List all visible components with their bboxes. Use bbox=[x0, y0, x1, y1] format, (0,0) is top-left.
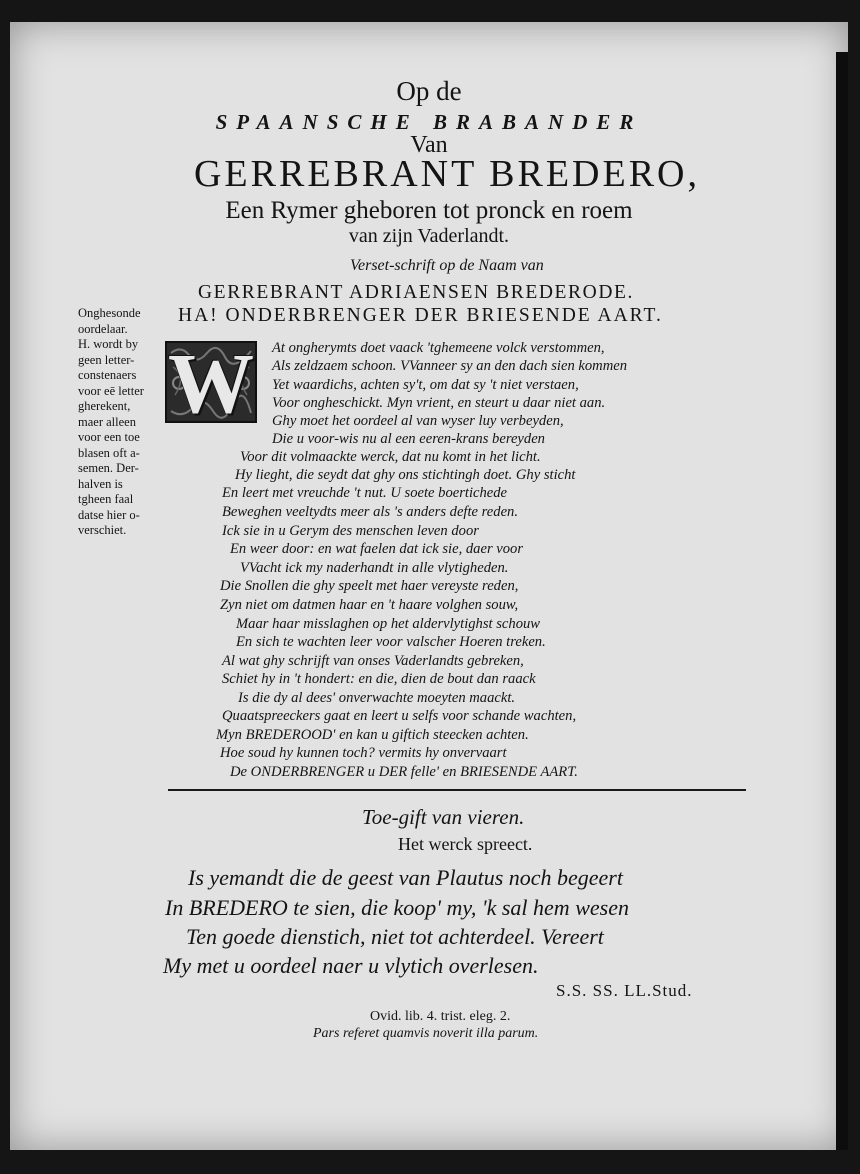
verse-title: Verset-schrift op de Naam van bbox=[350, 257, 544, 274]
poem-line: Schiet hy in 't hondert: en die, dien de bout dan raack bbox=[222, 671, 536, 687]
poem-line: Voor ongheschickt. Myn vrient, en steurt u daar niet aan. bbox=[272, 395, 606, 411]
margin-note-line: voor een toe bbox=[78, 430, 140, 444]
toegift-line-3: Ten goede dienstich, niet tot achterdeel. Vereert bbox=[186, 924, 604, 949]
margin-note-line: oordelaar. bbox=[78, 321, 128, 336]
poem-line: Myn BREDEROOD' en kan u giftich steecken achten. bbox=[216, 727, 529, 743]
verse-ha-line: HA! ONDERBRENGER DER BRIESENDE AART. bbox=[178, 305, 663, 326]
poem-line: Is die dy al dees' onverwachte moeyten maackt. bbox=[238, 690, 516, 706]
margin-note-line: tgheen faal bbox=[78, 492, 134, 506]
poem-line: En sich te wachten leer voor valscher Hoeren treken. bbox=[236, 634, 546, 650]
divider-rule bbox=[168, 789, 746, 791]
margin-note-line: halven is bbox=[78, 476, 123, 491]
decorated-initial bbox=[165, 341, 257, 423]
toegift-subtitle: Het werck spreect. bbox=[398, 834, 533, 854]
ovid-reference: Ovid. lib. 4. trist. eleg. 2. bbox=[370, 1009, 511, 1024]
poem-line: Beweghen veeltydts meer als 's anders defte reden. bbox=[222, 504, 518, 520]
toegift-title: Toe-gift van vieren. bbox=[362, 805, 525, 829]
margin-note-line: H. wordt by bbox=[78, 337, 139, 351]
initial-letter: W bbox=[168, 341, 254, 423]
poem-line: Als zeldzaem schoon. VVanneer sy an den dach sien kommen bbox=[272, 358, 628, 374]
margin-note-line: datse hier o- bbox=[78, 507, 140, 522]
poem-line: Zyn niet om datmen haar en 't haare volghen souw, bbox=[220, 597, 519, 613]
heading-subtitle-2: van zijn Vaderlandt. bbox=[348, 225, 510, 247]
toegift-line-4: My met u oordeel naer u vlytich overlesen. bbox=[163, 953, 539, 978]
margin-note-line: verschiet. bbox=[78, 523, 127, 537]
margin-note-line: geen letter- bbox=[78, 352, 135, 367]
margin-note bbox=[78, 306, 178, 539]
poem-line: Ghy moet het oordeel al van wyser luy verbeyden, bbox=[272, 413, 564, 429]
poem-line: Die u voor-wis nu al een eeren-krans bereyden bbox=[272, 431, 545, 447]
verse-fullname: GERREBRANT ADRIAENSEN BREDERODE. bbox=[198, 282, 634, 303]
poem-line: Ick sie in u Gerym des menschen leven door bbox=[222, 523, 479, 539]
margin-note-line: gherekent, bbox=[78, 399, 131, 413]
poem-line: De ONDERBRENGER u DER felle' en BRIESENDE AART. bbox=[230, 764, 578, 780]
margin-note-line: Onghesonde bbox=[78, 306, 141, 320]
margin-note-line: maer alleen bbox=[78, 414, 136, 429]
heading-spaansche-brabander: SPAANSCHE BRABANDER bbox=[215, 110, 643, 134]
margin-note-line: semen. Der- bbox=[78, 461, 139, 475]
heading-subtitle-1: Een Rymer gheboren tot pronck en roem bbox=[225, 197, 633, 224]
heading-van: Van bbox=[410, 132, 448, 158]
poem-line: Hoe soud hy kunnen toch? vermits hy onvervaart bbox=[220, 745, 507, 761]
toegift-line-1: Is yemandt die de geest van Plautus noch begeert bbox=[188, 865, 623, 890]
margin-note-line: constenaers bbox=[78, 368, 137, 382]
poem-line: Yet waardichs, achten sy't, om dat sy 't niet verstaen, bbox=[272, 377, 579, 393]
latin-quote: Pars referet quamvis noverit illa parum. bbox=[313, 1026, 539, 1041]
poem-line: Al wat ghy schrijft van onses Vaderlandts gebreken, bbox=[222, 653, 524, 669]
toegift-line-2: In BREDERO te sien, die koop' my, 'k sal hem wesen bbox=[165, 895, 629, 920]
poem-line: Hy lieght, die seydt dat ghy ons stichtingh doet. Ghy sticht bbox=[235, 467, 576, 483]
poem-line: En weer door: en wat faelen dat ick sie, daer voor bbox=[230, 541, 524, 557]
heading-author-name: GERREBRANT BREDERO, bbox=[193, 153, 700, 195]
margin-note-line: voor eē letter bbox=[78, 383, 144, 398]
toegift-signature: S.S. SS. LL.Stud. bbox=[556, 981, 693, 1000]
poem-line: En leert met vreuchde 't nut. U soete boertichede bbox=[222, 485, 508, 501]
poem-line: Maar haar misslaghen op het aldervlytighst schouw bbox=[236, 616, 541, 632]
poem-line: Voor dit volmaackte werck, dat nu komt in het licht. bbox=[240, 449, 541, 465]
poem-line: VVacht ick my naderhandt in alle vlytigheden. bbox=[240, 560, 509, 576]
poem-line: Quaatspreeckers gaat en leert u selfs voor schande wachten, bbox=[222, 708, 577, 724]
margin-note-line: blasen oft a- bbox=[78, 445, 140, 460]
poem-line: Die Snollen die ghy speelt met haer vereyste reden, bbox=[220, 578, 519, 594]
heading-op-de: Op de bbox=[396, 76, 462, 106]
poem-line: At ongherymts doet vaack 'tghemeene volck verstommen, bbox=[272, 340, 605, 356]
book-page bbox=[10, 22, 848, 1150]
